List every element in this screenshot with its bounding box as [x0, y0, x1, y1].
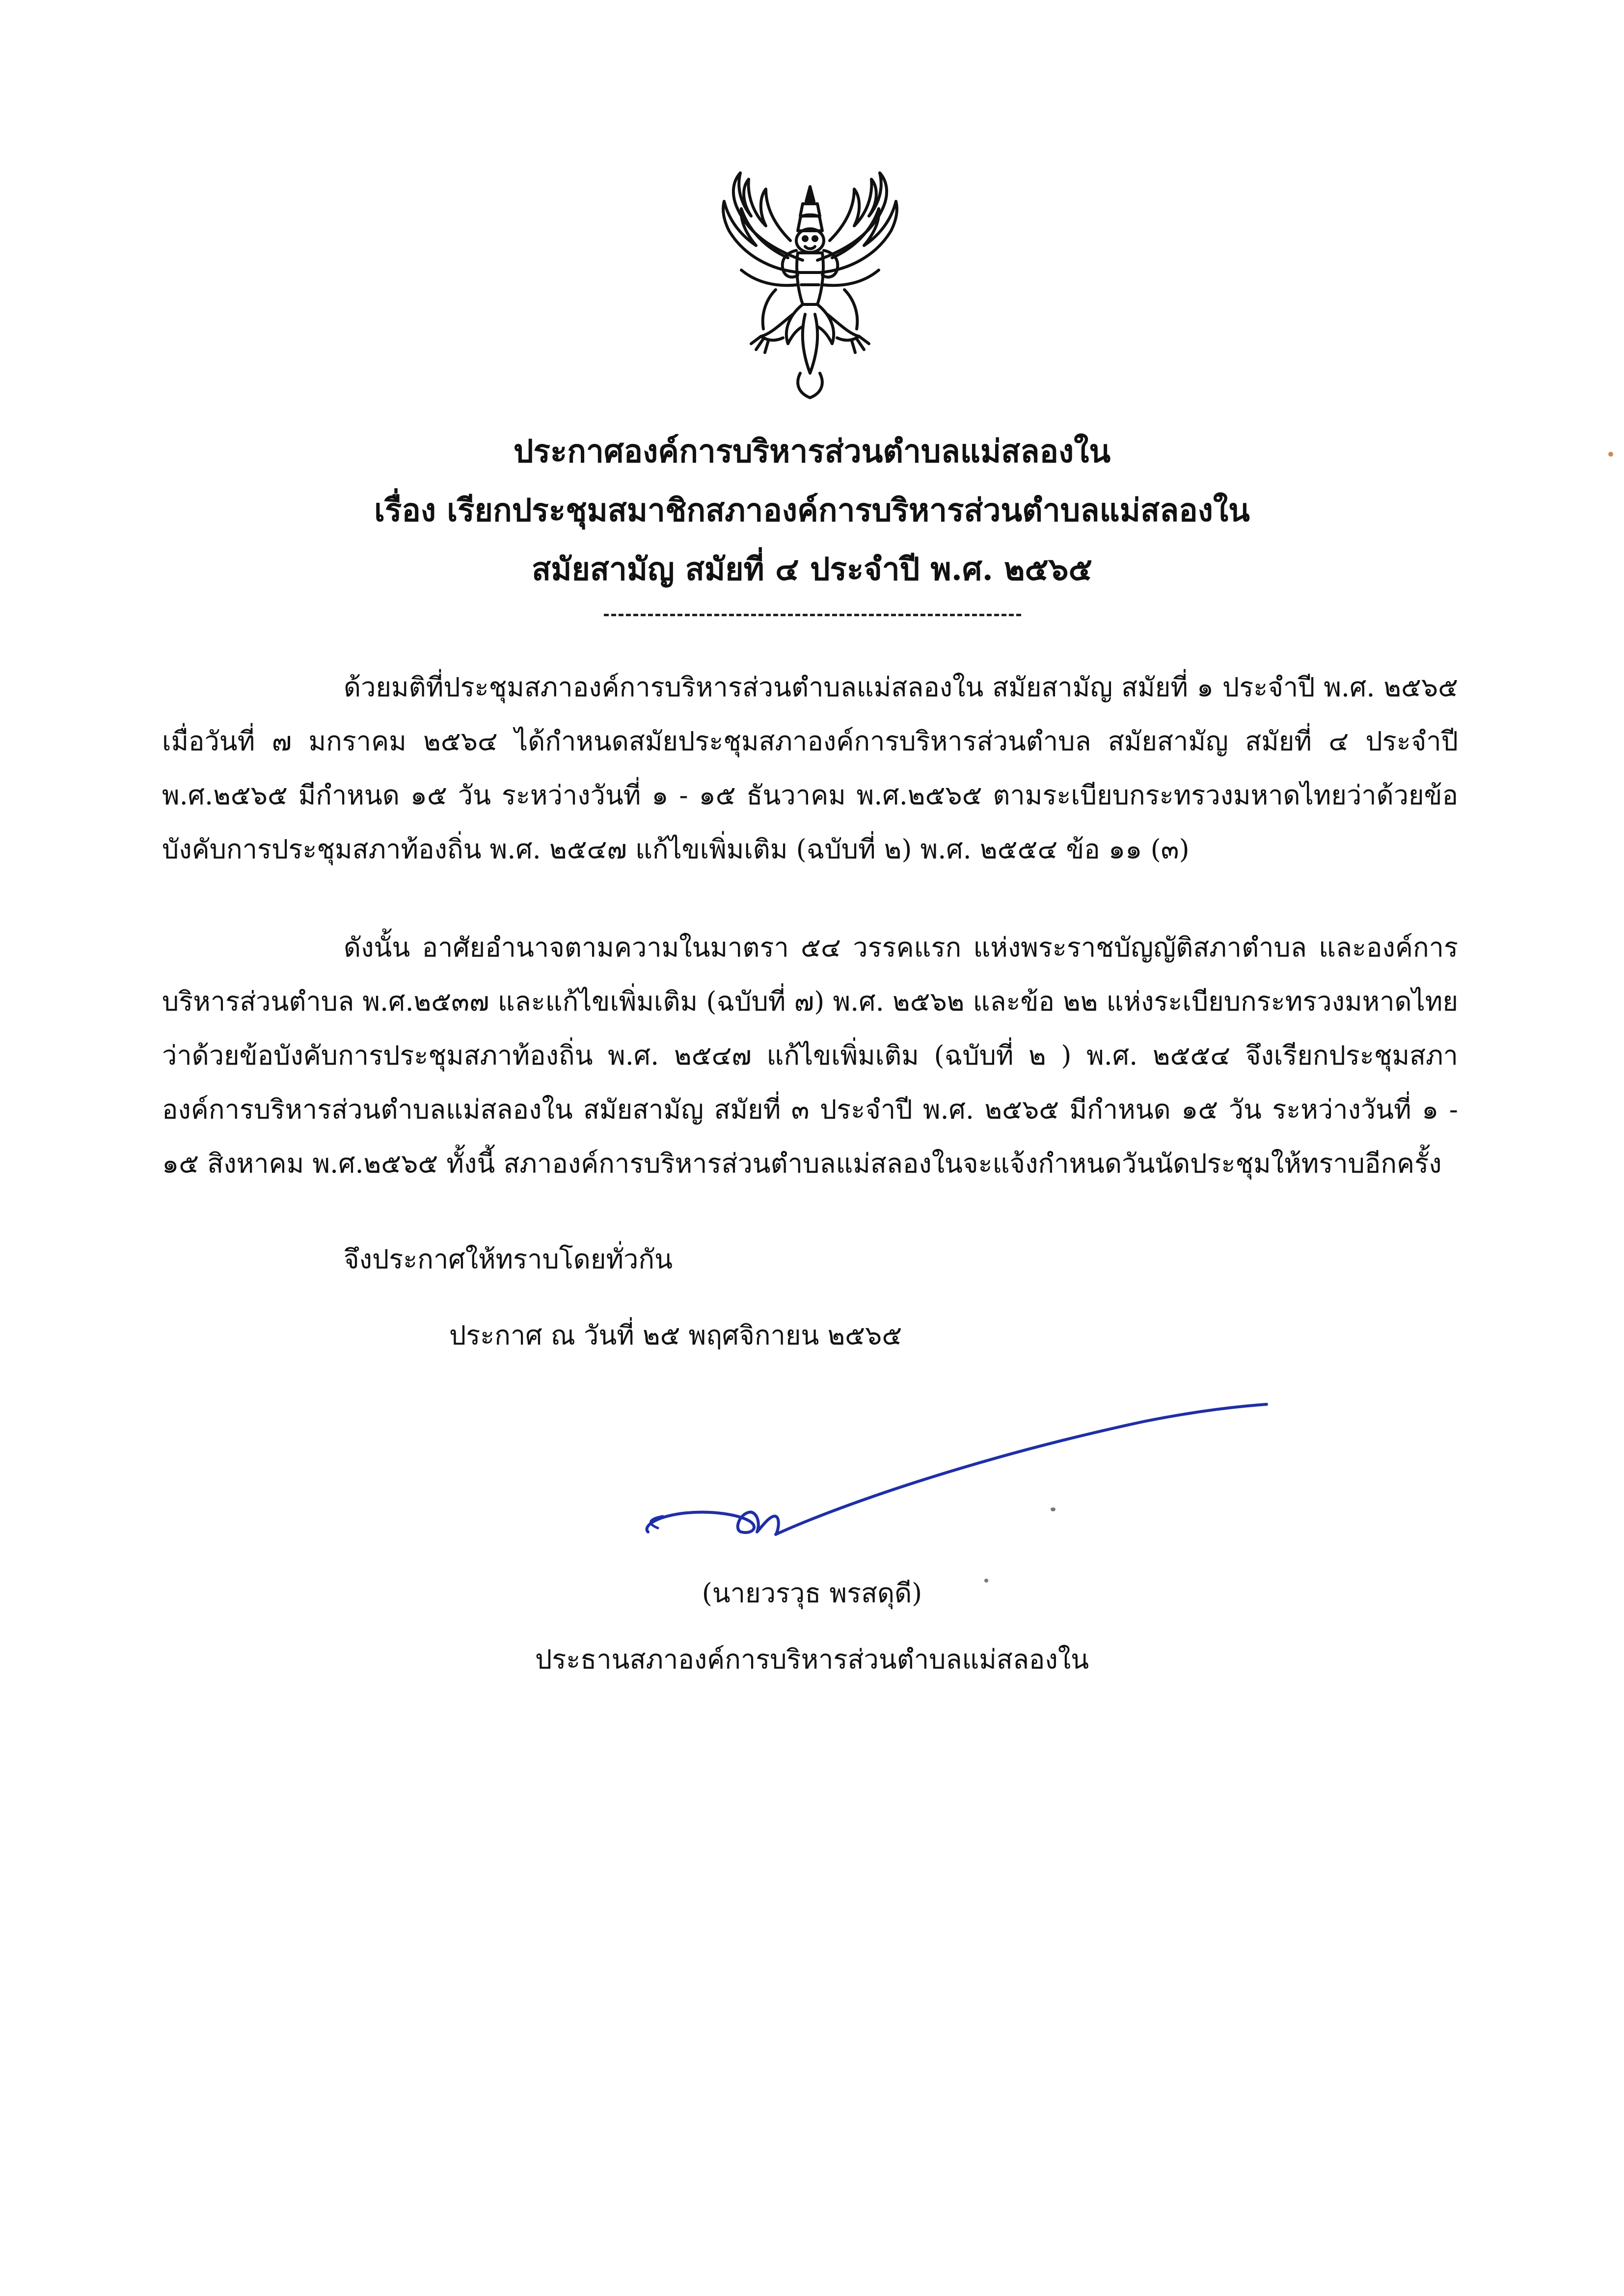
title-line-2: เรื่อง เรียกประชุมสมาชิกสภาองค์การบริหารส่วนตำบลแม่สลองใน [374, 492, 1250, 529]
title-line-3: สมัยสามัญ สมัยที่ ๔ ประจำปี พ.ศ. ๒๕๖๕ [532, 551, 1092, 588]
body-paragraph-1 [162, 660, 1458, 876]
closing-notice: จึงประกาศให้ทราบโดยทั่วกัน [344, 1244, 673, 1275]
announcement-date: ประกาศ ณ วันที่ ๒๕ พฤศจิกายน ๒๕๖๕ [449, 1320, 902, 1351]
title-line-1: ประกาศองค์การบริหารส่วนตำบลแม่สลองใน [513, 433, 1111, 470]
body-paragraph-2 [162, 921, 1458, 1191]
paragraph-2-text: ดังนั้น อาศัยอำนาจตามความในมาตรา ๕๔ วรรคแรก แห่งพระราชบัญญัติสภาตำบล และองค์การบริหารส่วนตำบล พ.ศ.๒๕๓๗ และแก้ไขเพิ่มเติม (ฉบับที่ ๗) พ.ศ. ๒๕๖๒ และข้อ ๒๒ แห่งระเบียบกระทรวงมหาดไทยว่าด้วยข้อบังคับการประชุมสภาท้องถิ่น พ.ศ. ๒๕๔๗ แก้ไขเพิ่มเติม (ฉบับที่ ๒ ) พ.ศ. ๒๕๕๔ จึงเรียกประชุมสภาองค์การบริหารส่วนตำบลแม่สลองใน สมัยสามัญ สมัยที่ ๓ ประจำปี พ.ศ. ๒๕๖๕ มีกำหนด ๑๕ วัน ระหว่างวันที่ ๑ - ๑๕ สิงหาคม พ.ศ.๒๕๖๕ ทั้งนี้ สภาองค์การบริหารส่วนตำบลแม่สลองในจะแจ้งกำหนดวันนัดประชุมให้ทราบอีกครั้ง [162, 932, 1458, 1179]
signer-position: ประธานสภาองค์การบริหารส่วนตำบลแม่สลองใน [535, 1644, 1089, 1675]
handwritten-signature-icon [628, 1385, 1276, 1561]
signer-name: (นายวรวุธ พรสดุดี) [702, 1578, 922, 1609]
scan-speck [1051, 1507, 1056, 1511]
scan-speck [984, 1579, 988, 1583]
scan-speck [1608, 452, 1613, 457]
announcement-title [0, 422, 1624, 599]
title-separator [604, 614, 1021, 616]
paragraph-1-text: ด้วยมติที่ประชุมสภาองค์การบริหารส่วนตำบลแม่สลองใน สมัยสามัญ สมัยที่ ๑ ประจำปี พ.ศ. ๒๕๖๕ เมื่อวันที่ ๗ มกราคม ๒๕๖๔ ได้กำหนดสมัยประชุมสภาองค์การบริหารส่วนตำบล สมัยสามัญ สมัยที่ ๔ ประจำปี พ.ศ.๒๕๖๕ มีกำหนด ๑๕ วัน ระหว่างวันที่ ๑ - ๑๕ ธันวาคม พ.ศ.๒๕๖๕ ตามระเบียบกระทรวงมหาดไทยว่าด้วยข้อบังคับการประชุมสภาท้องถิ่น พ.ศ. ๒๕๔๗ แก้ไขเพิ่มเติม (ฉบับที่ ๒) พ.ศ. ๒๕๕๔ ข้อ ๑๑ (๓) [162, 672, 1458, 865]
garuda-emblem-icon [702, 167, 918, 403]
